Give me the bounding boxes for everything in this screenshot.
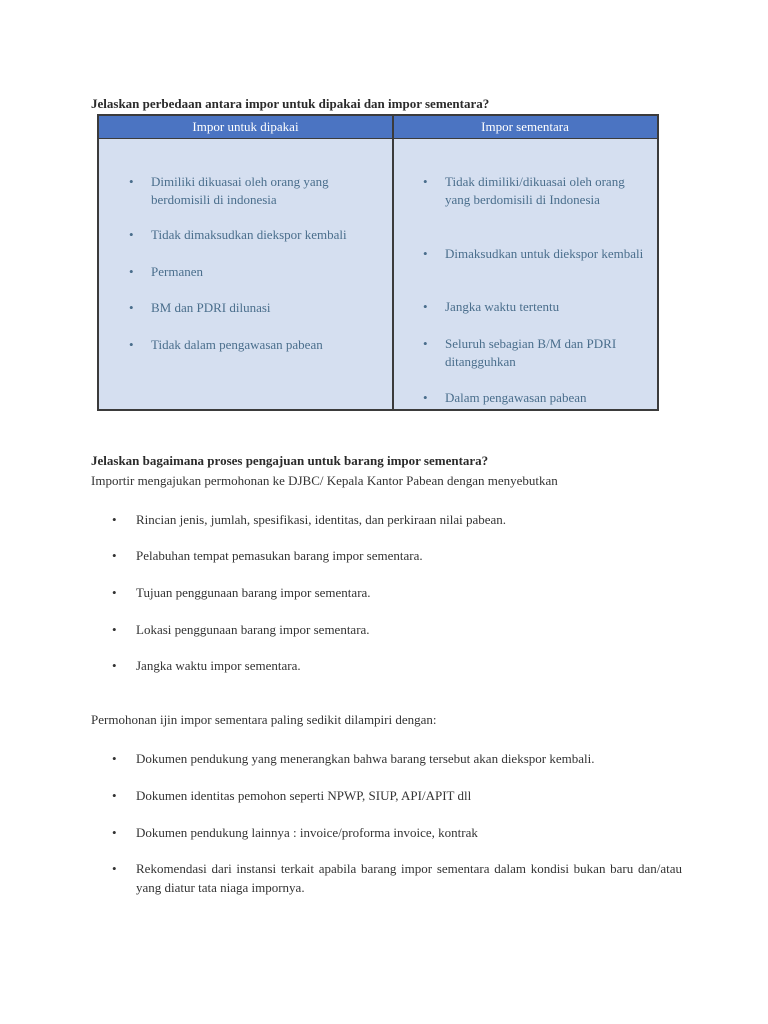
bullet-icon: • (112, 788, 117, 803)
list-item (117, 299, 379, 317)
bullet-icon: • (112, 585, 117, 600)
list-item (411, 335, 647, 371)
list-item-text: Dokumen identitas pemohon seperti NPWP, SIUP, API/APIT dll (136, 788, 472, 803)
list-item-text: Rekomendasi dari instansi terkait apabila barang impor sementara dalam kondisi bukan baru dan/atau yang diatur tata niaga impornya. (136, 861, 682, 895)
question-heading-1: Jelaskan perbedaan antara impor untuk dipakai dan impor sementara? (91, 96, 490, 111)
list-item (117, 336, 379, 354)
question-heading-2: Jelaskan bagaimana proses pengajuan untuk barang impor sementara? (91, 453, 489, 468)
list-item-text: Dokumen pendukung yang menerangkan bahwa barang tersebut akan diekspor kembali. (136, 751, 595, 766)
list-item (411, 389, 647, 407)
bullet-icon: • (112, 658, 117, 673)
list-item-text: Dalam pengawasan pabean (445, 390, 587, 405)
list-item (112, 620, 682, 639)
list-item-text: Tidak dimiliki/dikuasai oleh orang yang berdomisili di Indonesia (445, 174, 625, 207)
list-item-text: Lokasi penggunaan barang impor sementara. (136, 622, 370, 637)
list-item (411, 245, 647, 263)
list-item (112, 656, 682, 675)
bullet-icon: • (423, 246, 428, 261)
bullet-icon: • (423, 174, 428, 189)
bullet-icon: • (112, 825, 117, 840)
list-item-text: Dokumen pendukung lainnya : invoice/proforma invoice, kontrak (136, 825, 478, 840)
header-impor-untuk-dipakai: Impor untuk dipakai (192, 119, 299, 134)
list-item-text: Pelabuhan tempat pemasukan barang impor sementara. (136, 548, 423, 563)
list-item (117, 173, 379, 209)
comparison-table (97, 114, 659, 411)
intro-paragraph-1: Importir mengajukan permohonan ke DJBC/ Kepala Kantor Pabean dengan menyebutkan (91, 473, 558, 488)
list-item (112, 583, 682, 602)
list-item (112, 546, 682, 565)
list-item-text: Tidak dalam pengawasan pabean (151, 337, 323, 352)
list-item (112, 786, 682, 805)
list-item-text: Rincian jenis, jumlah, spesifikasi, identitas, dan perkiraan nilai pabean. (136, 512, 507, 527)
list-item-text: Dimaksudkan untuk diekspor kembali (445, 246, 644, 261)
list-item-text: Permanen (151, 264, 203, 279)
list-item (112, 859, 682, 897)
header-impor-sementara: Impor sementara (481, 119, 569, 134)
list-item-text: Jangka waktu tertentu (445, 299, 560, 314)
list-item-text: Seluruh sebagian B/M dan PDRI ditangguhkan (445, 336, 617, 369)
bullet-icon: • (423, 336, 428, 351)
list-item (112, 823, 682, 842)
list-item (411, 298, 647, 316)
list-item-text: Tujuan penggunaan barang impor sementara. (136, 585, 371, 600)
bullet-icon: • (129, 174, 134, 189)
list-item (112, 510, 682, 529)
list-item-text: Dimiliki dikuasai oleh orang yang berdomisili di indonesia (151, 174, 329, 207)
list-item-text: BM dan PDRI dilunasi (151, 300, 271, 315)
list-item-text: Tidak dimaksudkan diekspor kembali (151, 227, 347, 242)
list-item (112, 749, 682, 768)
table-header-row (99, 116, 657, 139)
bullet-icon: • (112, 548, 117, 563)
list-item (117, 226, 379, 244)
list-item (117, 263, 379, 281)
bullet-icon: • (112, 512, 117, 527)
bullet-icon: • (129, 337, 134, 352)
bullet-icon: • (112, 622, 117, 637)
column-divider (392, 116, 394, 409)
bullet-icon: • (112, 751, 117, 766)
bullet-icon: • (129, 227, 134, 242)
bullet-icon: • (112, 861, 117, 876)
list-item (411, 173, 647, 209)
bullet-icon: • (129, 300, 134, 315)
intro-paragraph-2: Permohonan ijin impor sementara paling sedikit dilampiri dengan: (91, 712, 437, 727)
bullet-icon: • (129, 264, 134, 279)
list-item-text: Jangka waktu impor sementara. (136, 658, 301, 673)
bullet-icon: • (423, 299, 428, 314)
bullet-icon: • (423, 390, 428, 405)
